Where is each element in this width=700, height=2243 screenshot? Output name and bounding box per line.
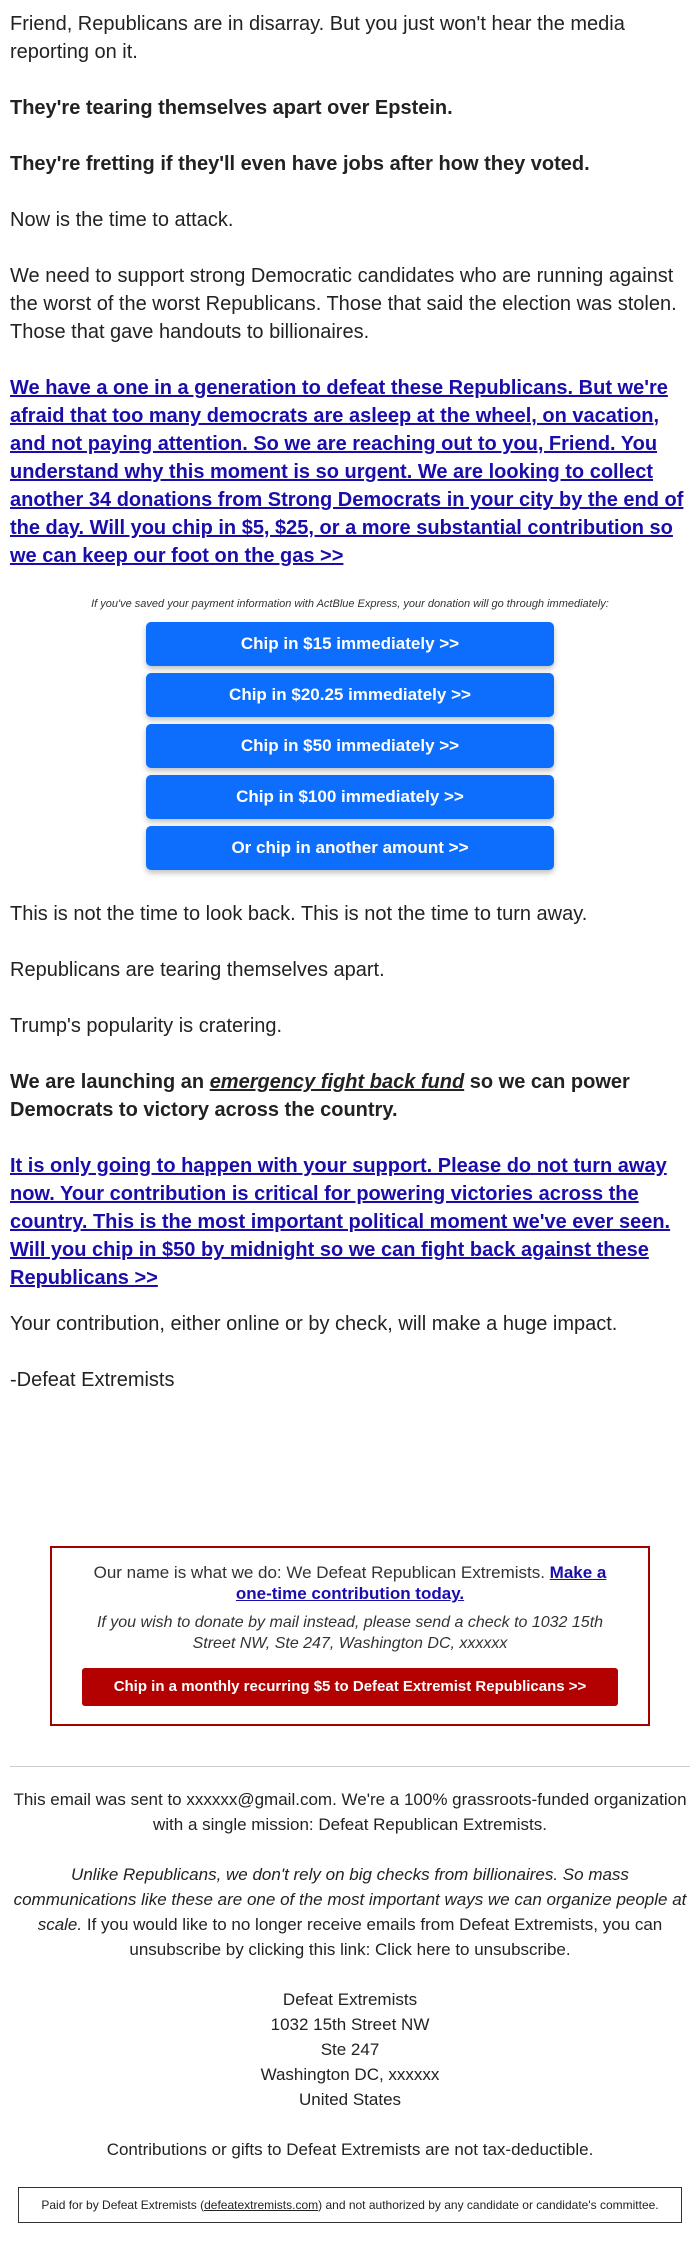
box-mission-label: Our name is what we do: We Defeat Republican Extremists. xyxy=(93,1563,550,1582)
address-line: United States xyxy=(298,2090,402,2109)
other-amount-button[interactable]: Or chip in another amount >> xyxy=(146,826,554,870)
paid-text-before: Paid for by Defeat Extremists ( xyxy=(41,2198,205,2212)
impact-paragraph: Your contribution, either online or by check, will make a huge impact. xyxy=(10,1313,618,1335)
tearing-apart-paragraph: Republicans are tearing themselves apart. xyxy=(10,959,385,981)
chip-in-100-button[interactable]: Chip in $100 immediately >> xyxy=(146,775,554,819)
address-line: Ste 247 xyxy=(320,2040,380,2059)
unsubscribe-text[interactable]: If you would like to no longer receive emails from Defeat Extremists, you can unsubscribe by clicking this link: Click here to unsubscribe. xyxy=(82,1915,663,1959)
paid-text-after: ) and not authorized by any candidate or candidate's committee. xyxy=(318,2198,659,2212)
unlike-republicans-text: Unlike Republicans, we don't rely on big checks from billionaires. So mass communications like these are one of the most important ways we can organize people at scale. xyxy=(13,1865,687,1934)
one-time-contribution-link[interactable]: Make a one-time contribution today. xyxy=(235,1563,607,1603)
donate-appeal-link[interactable]: We have a one in a generation to defeat these Republicans. But we're afraid that too many democrats are asleep at the wheel, on vacation, and not paying attention. So we are reaching out to you, Friend. You understand why this moment is so urgent. We are looking to collect another 34 donations from Strong Democrats in your city by the end of the day. Will you chip in $5, $25, or a more substantial contribution so we can keep our foot on the gas >> xyxy=(10,377,684,567)
signature: -Defeat Extremists xyxy=(10,1369,175,1391)
fund-text-after: so we can power Democrats to victory across the country. xyxy=(10,1071,630,1121)
fund-text-before: We are launching an xyxy=(10,1071,210,1093)
address-line: Defeat Extremists xyxy=(282,1990,418,2009)
epstein-paragraph: They're tearing themselves apart over Epstein. xyxy=(10,97,453,119)
box-mission-text xyxy=(80,1562,620,1604)
website-link[interactable]: defeatextremists.com xyxy=(204,2198,319,2212)
contribution-box xyxy=(50,1546,650,1726)
address-line: 1032 15th Street NW xyxy=(270,2015,430,2034)
fund-emphasis: emergency fight back fund xyxy=(209,1071,465,1093)
chip-in-20-25-button[interactable]: Chip in $20.25 immediately >> xyxy=(146,673,554,717)
footer-divider xyxy=(10,1766,690,1767)
mail-donation-text: If you wish to donate by mail instead, please send a check to 1032 15th Street NW, Ste 247, Washington DC, xxxxxx xyxy=(96,1614,604,1652)
footer xyxy=(10,1787,690,2162)
chip-in-15-button[interactable]: Chip in $15 immediately >> xyxy=(146,622,554,666)
fund-paragraph xyxy=(10,1068,690,1124)
address-line: Washington DC, xxxxxx xyxy=(260,2065,440,2084)
monthly-recurring-button[interactable]: Chip in a monthly recurring $5 to Defeat Extremist Republicans >> xyxy=(82,1668,618,1706)
sent-to-text: This email was sent to xxxxxx@gmail.com. We're a 100% grassroots-funded organization with a single mission: Defeat Republican Extremists. xyxy=(13,1790,687,1834)
intro-paragraph: Friend, Republicans are in disarray. But you just won't hear the media reporting on it. xyxy=(10,13,625,63)
actblue-express-note: If you've saved your payment information with ActBlue Express, your donation will go through immediately: xyxy=(91,598,609,610)
attack-paragraph: Now is the time to attack. xyxy=(10,209,234,231)
chip-in-50-button[interactable]: Chip in $50 immediately >> xyxy=(146,724,554,768)
jobs-paragraph: They're fretting if they'll even have jobs after how they voted. xyxy=(10,153,590,175)
support-paragraph: We need to support strong Democratic candidates who are running against the worst of the worst Republicans. Those that said the election was stolen. Those that gave handouts to billionaires. xyxy=(10,265,677,343)
tax-disclaimer: Contributions or gifts to Defeat Extremists are not tax-deductible. xyxy=(106,2140,594,2159)
chip-in-50-midnight-link[interactable]: It is only going to happen with your support. Please do not turn away now. Your contribution is critical for powering victories across the country. This is the most important political moment we've ever seen. Will you chip in $50 by midnight so we can fight back against these Republicans >> xyxy=(10,1155,671,1289)
popularity-paragraph: Trump's popularity is cratering. xyxy=(10,1015,283,1037)
donation-button-group xyxy=(146,622,554,870)
mailing-address xyxy=(10,1987,690,2112)
paid-for-disclaimer xyxy=(18,2187,682,2223)
unsubscribe-paragraph xyxy=(10,1862,690,1962)
look-back-paragraph: This is not the time to look back. This is not the time to turn away. xyxy=(10,903,588,925)
